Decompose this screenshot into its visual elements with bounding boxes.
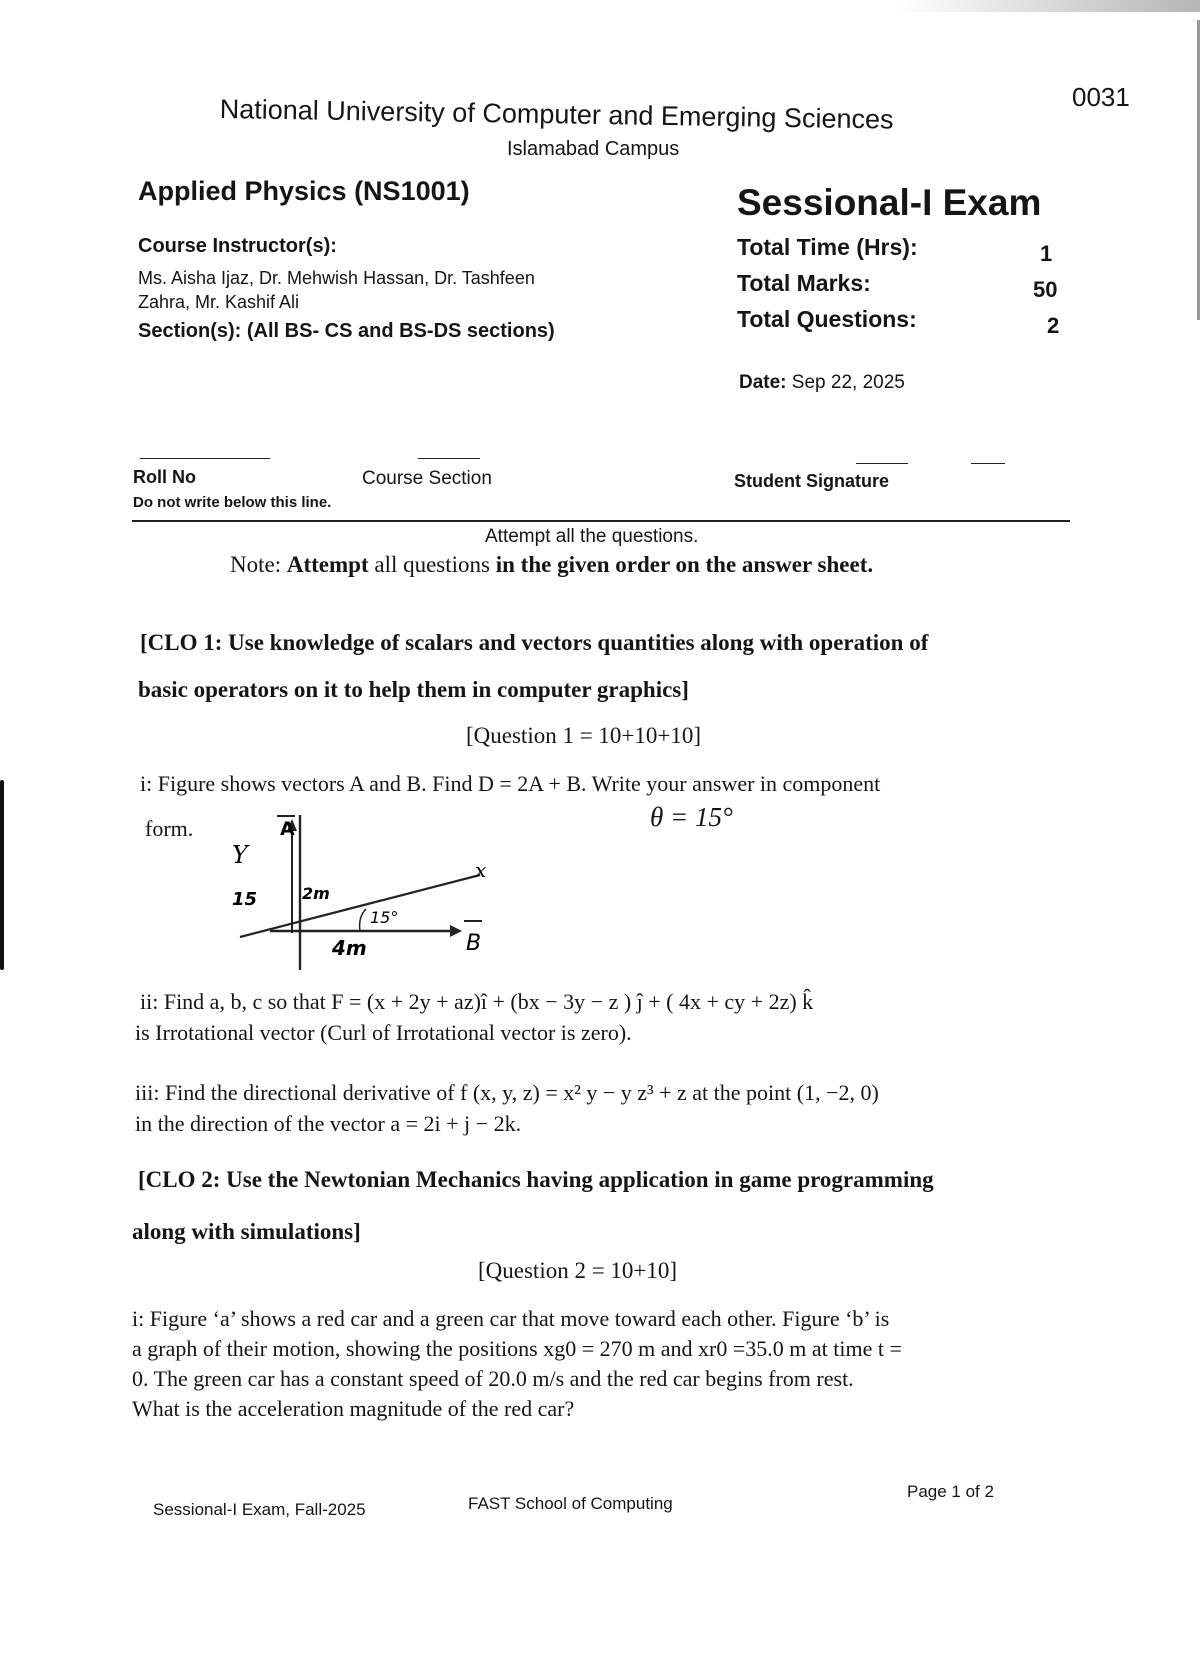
total-marks-value: 50 — [1033, 277, 1058, 302]
angle-a-label: 15 — [232, 889, 258, 910]
note-prefix: Note: — [230, 552, 282, 577]
clo1-line-2: basic operators on it to help them in computer graphics] — [138, 677, 689, 702]
course-section-label: Course Section — [362, 468, 492, 489]
note-bold-2: in the given order on the answer sheet. — [495, 552, 874, 577]
course-section-line — [418, 458, 480, 459]
magnitude-b-label: 4m — [332, 936, 367, 960]
attempt-all-text: Attempt all the questions. — [485, 526, 699, 547]
scan-shadow — [900, 0, 1200, 12]
instructors-label: Course Instructor(s): — [138, 235, 337, 257]
serial-number: 0031 — [1072, 82, 1130, 112]
university-name: National University of Computer and Emerging Sciences — [219, 94, 894, 135]
question-1-heading: [Question 1 = 10+10+10] — [466, 723, 702, 748]
q1-part-i-line-2: form. — [145, 816, 194, 841]
q2-part-i-line-3: 0. The green car has a constant speed of 20.0 m/s and the red car begins from rest. — [132, 1366, 854, 1391]
total-questions-label: Total Questions: — [737, 306, 917, 332]
clo2-line-1: [CLO 2: Use the Newtonian Mechanics having application in game programming — [138, 1167, 934, 1192]
total-questions-value: 2 — [1047, 313, 1060, 338]
y-axis-label: Y — [232, 841, 248, 869]
exam-title: Sessional-I Exam — [737, 182, 1042, 223]
q2-part-i-line-1: i: Figure ‘a’ shows a red car and a green car that move toward each other. Figure ‘b’ is — [132, 1306, 890, 1331]
date-label: Date: — [739, 372, 787, 393]
exam-date — [739, 372, 905, 394]
signature-line-1 — [856, 463, 908, 464]
vector-a-label: A — [280, 818, 295, 840]
note-line — [230, 552, 873, 578]
do-not-write-note: Do not write below this line. — [133, 494, 332, 511]
clo2-line-2: along with simulations] — [132, 1219, 361, 1244]
signature-line-2 — [971, 463, 1005, 464]
footer-page-number: Page 1 of 2 — [907, 1482, 994, 1501]
q1-part-ii-line-2: is Irrotational vector (Curl of Irrotational vector is zero). — [135, 1020, 632, 1045]
date-value: Sep 22, 2025 — [791, 372, 905, 393]
roll-no-line — [140, 458, 270, 459]
student-signature-label: Student Signature — [734, 471, 890, 491]
angle-arc — [360, 909, 366, 931]
q1-part-i-line-1: i: Figure shows vectors A and B. Find D = 2A + B. Write your answer in component — [140, 771, 881, 796]
x-axis-label: x — [475, 858, 487, 882]
vector-figure — [230, 805, 510, 980]
question-2-heading: [Question 2 = 10+10] — [478, 1258, 678, 1283]
note-mid: all questions — [368, 552, 496, 577]
clo1-line-1: [CLO 1: Use knowledge of scalars and vectors quantities along with operation of — [140, 630, 929, 655]
course-title: Applied Physics (NS1001) — [138, 176, 470, 206]
roll-no-label: Roll No — [133, 467, 196, 487]
vector-b-arrowhead — [450, 925, 462, 937]
q2-part-i-line-4: What is the acceleration magnitude of the red car? — [132, 1396, 575, 1421]
note-bold-1: Attempt — [286, 552, 369, 577]
instructors-line-1: Ms. Aisha Ijaz, Dr. Mehwish Hassan, Dr. Tashfeen — [138, 268, 535, 288]
magnitude-a-label: 2m — [302, 884, 330, 903]
divider-line — [132, 520, 1070, 522]
instructors-line-2: Zahra, Mr. Kashif Ali — [138, 292, 300, 312]
total-time-label: Total Time (Hrs): — [737, 234, 918, 260]
footer-left: Sessional-I Exam, Fall-2025 — [153, 1500, 366, 1519]
sections: Section(s): (All BS- CS and BS-DS sections) — [138, 320, 555, 342]
q1-part-ii-line-1: ii: Find a, b, c so that F = (x + 2y + az)î + (bx − 3y − z ) ĵ + ( 4x + cy + 2z) k̂ — [140, 989, 814, 1014]
scan-edge-left — [0, 780, 4, 970]
campus-name: Islamabad Campus — [507, 138, 680, 160]
q1-part-iii-line-1: iii: Find the directional derivative of f (x, y, z) = x² y − y z³ + z at the point (1, −2, 0) — [135, 1080, 879, 1105]
footer-center: FAST School of Computing — [468, 1494, 673, 1513]
q2-part-i-line-2: a graph of their motion, showing the positions xg0 = 270 m and xr0 =35.0 m at time t = — [132, 1336, 902, 1361]
vector-b-label: B — [466, 931, 482, 956]
total-marks-label: Total Marks: — [737, 270, 871, 296]
handwritten-theta: θ = 15° — [650, 802, 733, 832]
q1-part-iii-line-2: in the direction of the vector a = 2i + j − 2k. — [135, 1111, 522, 1136]
angle-b-label: 15° — [370, 908, 399, 927]
total-time-value: 1 — [1040, 241, 1053, 266]
